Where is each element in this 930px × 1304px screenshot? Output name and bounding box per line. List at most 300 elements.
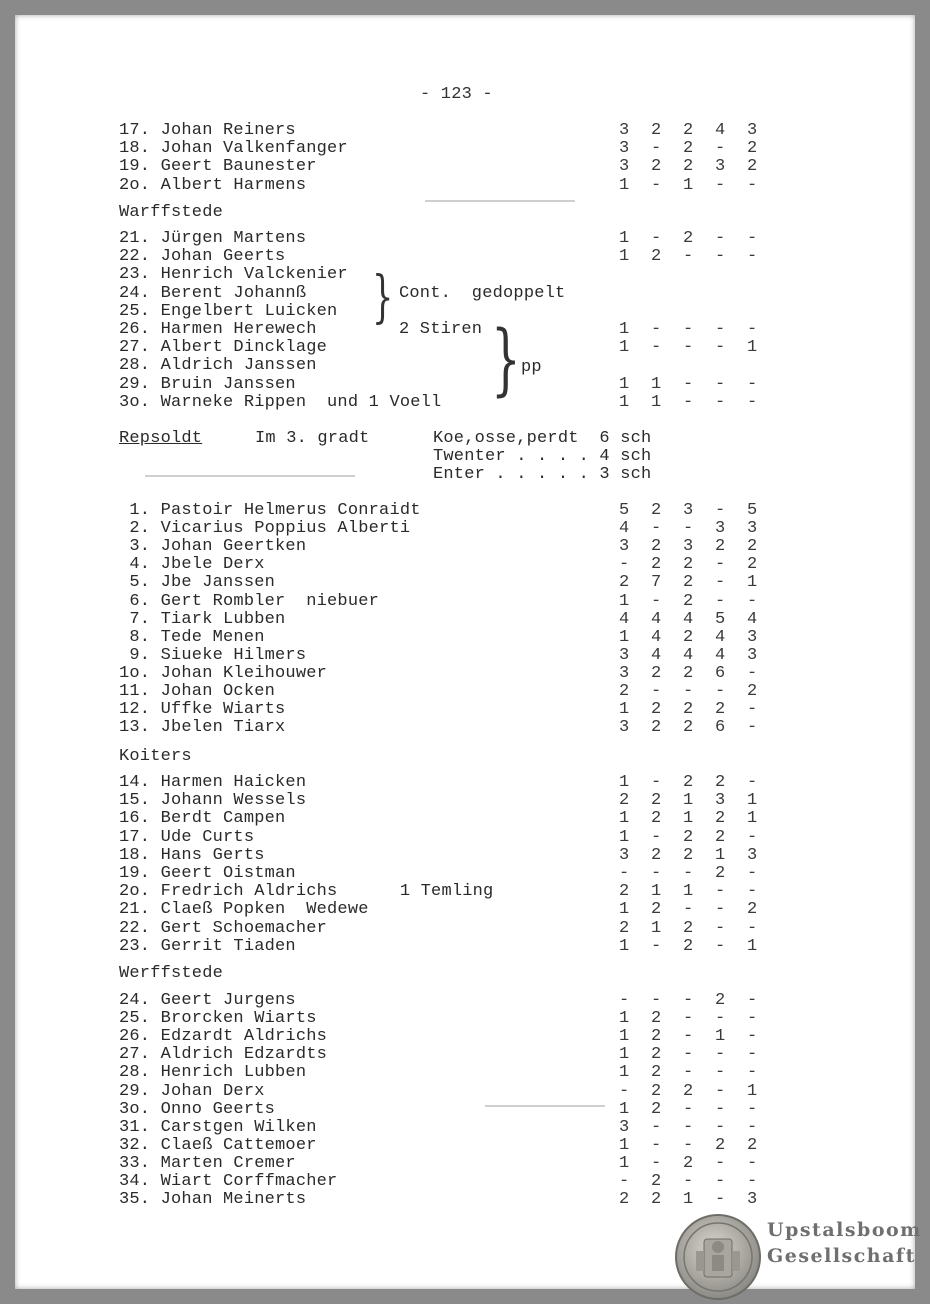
entry-value: - [715, 1009, 726, 1029]
entry-name: 17. Ude Curts [119, 827, 255, 847]
entry-value: 1 [619, 229, 630, 248]
entry-values [619, 683, 779, 701]
entry-value: 2 [683, 918, 694, 938]
entry-value: - [683, 1135, 694, 1155]
entry-name: 5. Jbe Janssen [119, 573, 276, 593]
entry-name: 18. Johan Valkenfanger [119, 139, 348, 159]
entry-values [619, 611, 779, 629]
entry-value: 2 [651, 1099, 662, 1119]
entry-value: - [715, 1081, 726, 1101]
heading-koiters: Koiters [119, 747, 192, 766]
entry-values [619, 1064, 779, 1082]
entry-values [619, 792, 779, 810]
entry-value: 2 [651, 1027, 662, 1047]
entry-value: 4 [715, 121, 726, 140]
entry-value: - [651, 175, 662, 195]
annotation-cont-gedoppelt: Cont. gedoppelt [399, 284, 566, 303]
entry-value: 6 [715, 718, 726, 738]
entry-name: 26. Edzardt Aldrichs [119, 1027, 328, 1047]
entry-value: 3 [747, 1190, 758, 1210]
entry-value: 2 [715, 991, 726, 1010]
entry-value: - [683, 519, 694, 539]
entry-value: - [619, 1081, 630, 1101]
entry-value: 2 [651, 121, 662, 140]
entry-values [619, 701, 779, 719]
entry-name: 28. Henrich Lubben [119, 1063, 307, 1083]
entry-value: 1 [619, 1063, 630, 1083]
entry-value: 1 [619, 900, 630, 920]
entry-value: - [747, 1117, 758, 1137]
entry-name: 24. Geert Jurgens [119, 991, 296, 1010]
entry-name: 12. Uffke Wiarts [119, 700, 286, 720]
entry-value: - [683, 1063, 694, 1083]
entry-value: 2 [651, 555, 662, 575]
entry-values [619, 376, 779, 394]
entry-values [619, 574, 779, 592]
entry-value: 1 [619, 773, 630, 792]
entry-value: 5 [715, 609, 726, 629]
entry-value: 1 [619, 175, 630, 195]
entry-value: 1 [683, 175, 694, 195]
entry-value: 1 [619, 247, 630, 267]
entry-value: 5 [747, 501, 758, 520]
entry-name: 27. Aldrich Edzardts [119, 1045, 328, 1065]
entry-values [619, 1101, 779, 1119]
logo-line-1: Upstalsboom [767, 1219, 922, 1241]
entry-name: 13. Jbelen Tiarx [119, 718, 286, 738]
entry-values [619, 321, 779, 339]
entry-value: - [715, 682, 726, 701]
scan-noise [425, 200, 575, 202]
entry-values [619, 556, 779, 574]
entry-values [619, 502, 779, 520]
entry-value: - [715, 1153, 726, 1173]
entry-value: 2 [683, 773, 694, 792]
entry-value: 2 [683, 663, 694, 683]
entry-value: 1 [715, 1027, 726, 1047]
entry-value: 1 [619, 1027, 630, 1047]
entry-value: 3 [715, 157, 726, 177]
entry-value: 1 [619, 374, 630, 394]
entry-value: 2 [715, 773, 726, 792]
entry-value: - [715, 1045, 726, 1065]
entry-values [619, 920, 779, 938]
entry-name: 3o. Warneke Rippen und 1 Voell [119, 392, 442, 412]
entry-value: - [683, 320, 694, 339]
entry-values [619, 865, 779, 883]
entry-value: 1 [747, 936, 758, 956]
entry-name: 14. Harmen Haicken [119, 773, 307, 792]
entry-value: - [747, 663, 758, 683]
entry-values [619, 520, 779, 538]
entry-value: 1 [619, 338, 630, 358]
entry-value: 4 [619, 609, 630, 629]
entry-name: 16. Berdt Campen [119, 809, 286, 829]
entry-value: - [747, 392, 758, 412]
entry-value: 2 [683, 591, 694, 611]
entry-values [619, 248, 779, 266]
entry-value: 2 [747, 555, 758, 575]
entry-value: 2 [715, 864, 726, 883]
scan-noise [485, 1105, 605, 1107]
entry-name: 11. Johan Ocken [119, 682, 276, 701]
entry-value: - [715, 175, 726, 195]
entry-name: 4. Jbele Derx [119, 555, 265, 575]
entry-name: 24. Berent Johannß [119, 283, 307, 303]
entry-values [619, 847, 779, 865]
entry-value: 4 [651, 627, 662, 647]
logo-line-2: Gesellschaft [767, 1245, 916, 1267]
entry-value: - [683, 991, 694, 1010]
entry-values [619, 1137, 779, 1155]
entry-value: - [651, 320, 662, 339]
entry-values [619, 883, 779, 901]
entry-value: - [651, 338, 662, 358]
entry-value: 1 [683, 809, 694, 829]
entry-value: - [747, 1099, 758, 1119]
entry-value: 2 [683, 555, 694, 575]
entry-value: - [715, 247, 726, 267]
entry-value: 5 [619, 501, 630, 520]
entry-values [619, 230, 779, 248]
entry-value: 2 [651, 845, 662, 865]
entry-value: 2 [683, 121, 694, 140]
entry-value: 4 [747, 609, 758, 629]
entry-value: - [747, 247, 758, 267]
entry-name: 6. Gert Rombler niebuer [119, 591, 380, 611]
entry-value: - [651, 591, 662, 611]
entry-value: 2 [683, 845, 694, 865]
entry-name: 35. Johan Meinerts [119, 1190, 307, 1210]
entry-value: 1 [619, 627, 630, 647]
entry-value: 3 [747, 519, 758, 539]
entry-value: - [715, 229, 726, 248]
entry-value: - [747, 1153, 758, 1173]
entry-values [619, 629, 779, 647]
entry-value: 3 [619, 157, 630, 177]
entry-value: 2 [715, 809, 726, 829]
entry-value: 2 [619, 682, 630, 701]
entry-value: - [715, 918, 726, 938]
entry-value: - [747, 175, 758, 195]
entry-name: 29. Bruin Janssen [119, 374, 296, 394]
entry-values [619, 140, 779, 158]
entry-value: 7 [651, 573, 662, 593]
entry-value: - [715, 139, 726, 159]
entry-name: 34. Wiart Corffmacher [119, 1172, 338, 1191]
entry-value: - [715, 591, 726, 611]
entry-value: 1 [619, 700, 630, 720]
entry-value: 3 [747, 627, 758, 647]
entry-value: 1 [619, 1153, 630, 1173]
entry-name: 21. Claeß Popken Wedewe [119, 900, 369, 920]
entry-value: 3 [619, 845, 630, 865]
entry-value: 1 [651, 374, 662, 394]
tax-line: Enter . . . . . 3 sch [433, 465, 652, 484]
entry-values [619, 901, 779, 919]
entry-value: 2 [747, 900, 758, 920]
entry-value: 2 [683, 1153, 694, 1173]
repsoldt-grade: Im 3. gradt [255, 429, 370, 448]
entry-values [619, 1155, 779, 1173]
entry-value: 2 [683, 718, 694, 738]
entry-value: 1 [619, 936, 630, 956]
entry-name: 22. Gert Schoemacher [119, 918, 328, 938]
entry-value: 2 [651, 1190, 662, 1210]
entry-value: - [715, 338, 726, 358]
entry-values [619, 394, 779, 412]
entry-value: - [747, 700, 758, 720]
entry-value: - [747, 320, 758, 339]
entry-value: - [747, 591, 758, 611]
entry-value: 2 [619, 882, 630, 902]
entry-value: - [683, 1027, 694, 1047]
entry-value: - [747, 1009, 758, 1029]
entry-value: 2 [651, 1081, 662, 1101]
entry-value: - [651, 682, 662, 701]
entry-value: 3 [619, 121, 630, 140]
entry-value: 2 [651, 900, 662, 920]
entry-value: - [747, 864, 758, 883]
entry-name: 8. Tede Menen [119, 627, 265, 647]
entry-name: 19. Geert Oistman [119, 864, 296, 883]
entry-value: - [651, 139, 662, 159]
entry-value: - [683, 338, 694, 358]
entry-value: 1 [619, 320, 630, 339]
tax-line: Twenter . . . . 4 sch [433, 447, 652, 466]
entry-name: 28. Aldrich Janssen [119, 356, 317, 376]
entry-name: 1o. Johan Kleihouwer [119, 663, 328, 683]
entry-name: 7. Tiark Lubben [119, 609, 286, 629]
entry-value: 4 [651, 645, 662, 665]
entry-value: - [715, 1063, 726, 1083]
entry-values [619, 593, 779, 611]
entry-value: 1 [747, 1081, 758, 1101]
entry-value: 3 [619, 718, 630, 738]
entry-value: 1 [619, 1099, 630, 1119]
entry-value: 2 [683, 1081, 694, 1101]
entry-value: 2 [747, 139, 758, 159]
entry-value: 2 [683, 139, 694, 159]
entry-value: 6 [715, 663, 726, 683]
entry-value: 2 [651, 1009, 662, 1029]
entry-value: - [715, 1117, 726, 1137]
entry-value: - [747, 991, 758, 1010]
entry-value: 1 [619, 392, 630, 412]
entry-value: 2 [683, 936, 694, 956]
entry-value: - [619, 864, 630, 883]
entry-value: 2 [683, 573, 694, 593]
entry-value: - [651, 1117, 662, 1137]
entry-value: 3 [619, 645, 630, 665]
entry-value: - [683, 1099, 694, 1119]
scan-noise [145, 475, 355, 477]
entry-values [619, 1191, 779, 1209]
entry-values [619, 774, 779, 792]
heading-werffstede: Werffstede [119, 964, 224, 983]
entry-value: - [715, 573, 726, 593]
entry-value: 4 [619, 519, 630, 539]
entry-value: 2 [619, 1190, 630, 1210]
entry-value: - [715, 1172, 726, 1191]
entry-value: - [747, 827, 758, 847]
entry-values [619, 992, 779, 1010]
entry-values [619, 1083, 779, 1101]
entry-value: 3 [715, 519, 726, 539]
entry-value: 1 [619, 1045, 630, 1065]
entry-value: - [651, 991, 662, 1010]
entry-name: 29. Johan Derx [119, 1081, 265, 1101]
entry-values [619, 1010, 779, 1028]
entry-value: 2 [651, 718, 662, 738]
entry-value: 2 [683, 827, 694, 847]
entry-value: - [747, 882, 758, 902]
entry-value: - [715, 392, 726, 412]
entry-values [619, 1119, 779, 1137]
entry-name: 17. Johan Reiners [119, 121, 296, 140]
entry-value: 3 [715, 791, 726, 811]
entry-value: 1 [747, 338, 758, 358]
entry-value: - [715, 374, 726, 394]
entry-value: - [747, 1172, 758, 1191]
entry-value: 1 [619, 827, 630, 847]
entry-value: 2 [651, 663, 662, 683]
entry-value: 2 [715, 1135, 726, 1155]
repsoldt-title: Repsoldt [119, 429, 203, 448]
entry-value: 1 [619, 1135, 630, 1155]
entry-name: 22. Johan Geerts [119, 247, 286, 267]
entry-value: 1 [715, 845, 726, 865]
entry-name: 27. Albert Dincklage [119, 338, 328, 358]
entry-value: 1 [619, 591, 630, 611]
entry-name: 9. Siueke Hilmers [119, 645, 307, 665]
entry-value: 1 [619, 1009, 630, 1029]
entry-value: - [683, 900, 694, 920]
entry-value: - [747, 918, 758, 938]
entry-value: 1 [683, 882, 694, 902]
entry-name: 18. Hans Gerts [119, 845, 265, 865]
entry-value: - [747, 229, 758, 248]
entry-value: 2 [651, 700, 662, 720]
entry-value: 2 [683, 700, 694, 720]
entry-name: 33. Marten Cremer [119, 1153, 296, 1173]
entry-value: 4 [715, 627, 726, 647]
entry-name: 15. Johann Wessels [119, 791, 307, 811]
entry-name: 2. Vicarius Poppius Alberti [119, 519, 411, 539]
entry-value: 1 [619, 809, 630, 829]
entry-value: 4 [715, 645, 726, 665]
heading-warffstede: Warffstede [119, 203, 224, 222]
entry-value: - [715, 501, 726, 520]
entry-value: 2 [715, 827, 726, 847]
entry-values [619, 122, 779, 140]
entry-values [619, 339, 779, 357]
entry-values [619, 647, 779, 665]
entry-value: 3 [747, 645, 758, 665]
entry-value: - [619, 1172, 630, 1191]
entry-value: 3 [619, 537, 630, 557]
entry-values [619, 810, 779, 828]
entry-value: 3 [683, 537, 694, 557]
entry-value: - [715, 900, 726, 920]
annotation-pp: pp [521, 358, 542, 377]
entry-value: 1 [651, 392, 662, 412]
entry-value: - [715, 1099, 726, 1119]
entry-value: - [651, 229, 662, 248]
entry-value: 2 [651, 809, 662, 829]
entry-value: - [715, 936, 726, 956]
entry-value: 2 [651, 247, 662, 267]
entry-value: 2 [715, 537, 726, 557]
entry-value: 2 [683, 229, 694, 248]
entry-value: 3 [619, 1117, 630, 1137]
entry-name: 31. Carstgen Wilken [119, 1117, 317, 1137]
entry-values [619, 538, 779, 556]
entry-value: 1 [747, 791, 758, 811]
entry-values [619, 938, 779, 956]
entry-value: - [715, 555, 726, 575]
entry-name: 32. Claeß Cattemoer [119, 1135, 317, 1155]
entry-value: - [683, 1045, 694, 1065]
entry-value: - [651, 1135, 662, 1155]
entry-name: 1. Pastoir Helmerus Conraidt [119, 501, 421, 520]
entry-name: 19. Geert Baunester [119, 157, 317, 177]
entry-values [619, 177, 779, 195]
entry-value: - [747, 1063, 758, 1083]
entry-value: 3 [747, 845, 758, 865]
entry-value: 2 [683, 157, 694, 177]
entry-value: - [651, 1153, 662, 1173]
entry-value: - [651, 773, 662, 792]
entry-value: 2 [651, 501, 662, 520]
entry-value: 1 [651, 918, 662, 938]
entry-value: 3 [619, 139, 630, 159]
entry-value: - [651, 864, 662, 883]
entry-value: - [747, 1027, 758, 1047]
entry-value: - [715, 882, 726, 902]
entry-value: - [683, 864, 694, 883]
entry-value: 2 [747, 1135, 758, 1155]
entry-value: 2 [747, 682, 758, 701]
entry-value: 2 [619, 791, 630, 811]
entry-value: 1 [651, 882, 662, 902]
entry-values [619, 829, 779, 847]
entry-value: 2 [651, 537, 662, 557]
document-page [15, 15, 922, 1289]
entry-value: 1 [683, 791, 694, 811]
entry-name: 26. Harmen Herewech [119, 320, 317, 339]
entry-value: 2 [747, 537, 758, 557]
annotation-stiren: 2 Stiren [399, 320, 483, 339]
seal-icon [674, 1213, 762, 1301]
entry-value: - [619, 991, 630, 1010]
entry-value: 2 [619, 918, 630, 938]
tax-line: Koe,osse,perdt 6 sch [433, 429, 652, 448]
entry-value: - [683, 392, 694, 412]
entry-name: 2o. Albert Harmens [119, 175, 307, 195]
entry-value: 2 [651, 1063, 662, 1083]
entry-values [619, 719, 779, 737]
entry-value: - [651, 827, 662, 847]
entry-value: - [651, 936, 662, 956]
entry-value: 1 [683, 1190, 694, 1210]
entry-values [619, 1046, 779, 1064]
entry-value: 2 [715, 700, 726, 720]
entry-value: - [715, 1190, 726, 1210]
entry-value: 1 [747, 809, 758, 829]
entry-value: 2 [683, 627, 694, 647]
entry-value: - [651, 519, 662, 539]
